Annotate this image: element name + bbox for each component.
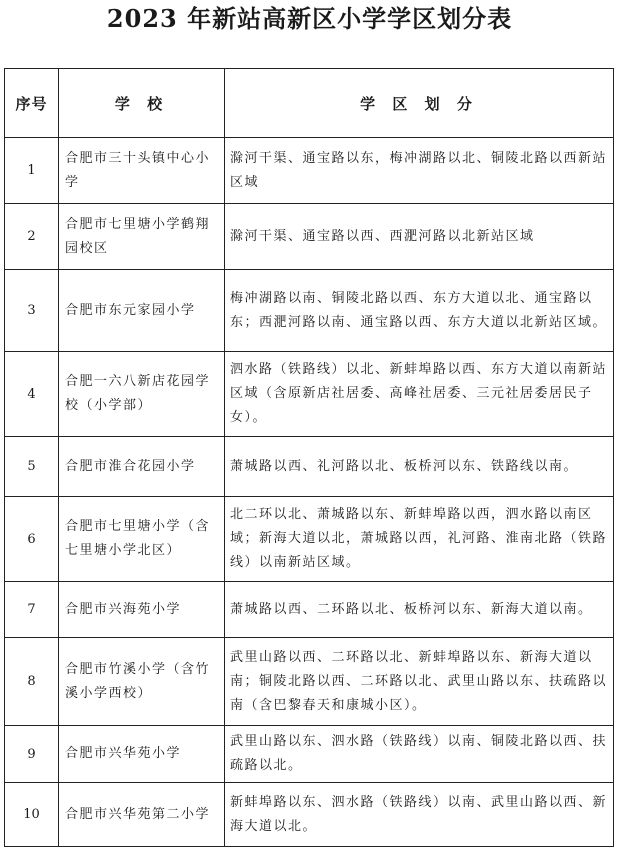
row-num: 9: [5, 726, 59, 783]
page-title: 2023 年新站高新区小学学区划分表: [106, 4, 513, 33]
row-num: 2: [5, 204, 59, 270]
row-area: 武里山路以西、二环路以北、新蚌埠路以东、新海大道以南；铜陵北路以西、二环路以北、武里山路以东、扶疏路以南（含巴黎春天和康城小区）。: [225, 638, 614, 726]
table-header-row: [5, 69, 614, 138]
row-area: 滁河干渠、通宝路以西、西淝河路以北新站区域: [225, 204, 614, 270]
row-area: 武里山路以东、泗水路（铁路线）以南、铜陵北路以西、扶疏路以北。: [225, 726, 614, 783]
row-area: 新蚌埠路以东、泗水路（铁路线）以南、武里山路以西、新海大道以北。: [225, 783, 614, 847]
table-row: [5, 497, 614, 582]
row-num: 1: [5, 138, 59, 204]
row-school: 合肥市三十头镇中心小学: [59, 138, 225, 204]
header-area: 学 区 划 分: [225, 69, 614, 138]
row-school: 合肥市兴华苑第二小学: [59, 783, 225, 847]
row-num: 5: [5, 437, 59, 497]
row-school: 合肥市兴华苑小学: [59, 726, 225, 783]
table-row: [5, 582, 614, 638]
table-row: [5, 352, 614, 437]
row-school: 合肥市淮合花园小学: [59, 437, 225, 497]
row-num: 3: [5, 270, 59, 352]
table-row: [5, 204, 614, 270]
table-row: [5, 638, 614, 726]
row-area: 北二环以北、萧城路以东、新蚌埠路以西，泗水路以南区域；新海大道以北，萧城路以西，礼河路、淮南北路（铁路线）以南新站区域。: [225, 497, 614, 582]
row-school: 合肥市七里塘小学鹤翔园校区: [59, 204, 225, 270]
header-school: 学 校: [59, 69, 225, 138]
table-row: [5, 726, 614, 783]
row-area: 萧城路以西、礼河路以北、板桥河以东、铁路线以南。: [225, 437, 614, 497]
row-area: 泗水路（铁路线）以北、新蚌埠路以西、东方大道以南新站区域（含原新店社居委、高峰社居委、三元社居委居民子女）。: [225, 352, 614, 437]
row-school: 合肥市东元家园小学: [59, 270, 225, 352]
row-school: 合肥市竹溪小学（含竹溪小学西校）: [59, 638, 225, 726]
row-num: 8: [5, 638, 59, 726]
header-num: 序号: [5, 69, 59, 138]
row-num: 10: [5, 783, 59, 847]
table-row: [5, 783, 614, 847]
row-school: 合肥市兴海苑小学: [59, 582, 225, 638]
school-district-table: [4, 68, 614, 847]
row-school: 合肥一六八新店花园学校（小学部）: [59, 352, 225, 437]
table-row: [5, 437, 614, 497]
table-row: [5, 138, 614, 204]
row-area: 梅冲湖路以南、铜陵北路以西、东方大道以北、通宝路以东；西淝河路以南、通宝路以西、东方大道以北新站区域。: [225, 270, 614, 352]
table-row: [5, 270, 614, 352]
row-school: 合肥市七里塘小学（含七里塘小学北区）: [59, 497, 225, 582]
row-area: 滁河干渠、通宝路以东，梅冲湖路以北、铜陵北路以西新站区域: [225, 138, 614, 204]
row-num: 7: [5, 582, 59, 638]
row-area: 萧城路以西、二环路以北、板桥河以东、新海大道以南。: [225, 582, 614, 638]
row-num: 6: [5, 497, 59, 582]
row-num: 4: [5, 352, 59, 437]
